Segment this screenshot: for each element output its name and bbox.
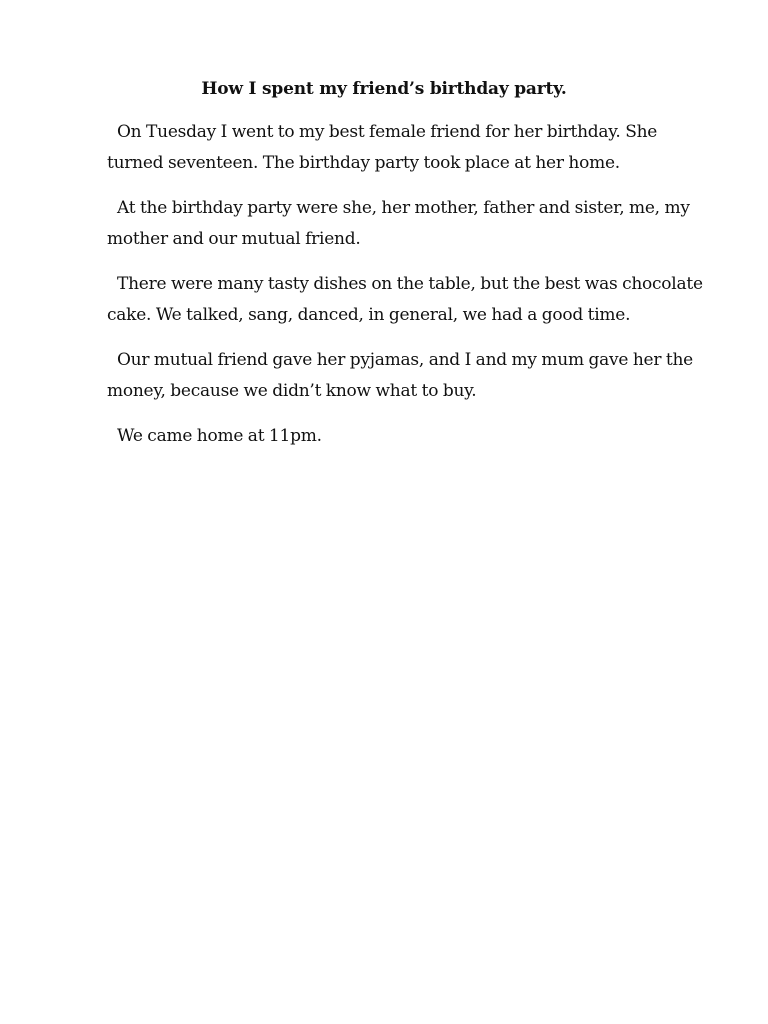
paragraph-5: We came home at 11pm. (117, 426, 322, 446)
document-body (107, 117, 707, 466)
paragraph-1: On Tuesday I went to my best female friend for her birthday. She turned seventeen. The birthday party took place at her home. (107, 122, 658, 173)
paragraph-2: At the birthday party were she, her mother, father and sister, me, my mother and our mutual friend. (107, 198, 690, 249)
document-title: How I spent my friend’s birthday party. (201, 79, 567, 99)
paragraph-3: There were many tasty dishes on the table, but the best was chocolate cake. We talked, sang, danced, in general, we had a good time. (107, 274, 703, 325)
paragraph-4: Our mutual friend gave her pyjamas, and I and my mum gave her the money, because we didn’t know what to buy. (107, 350, 693, 401)
